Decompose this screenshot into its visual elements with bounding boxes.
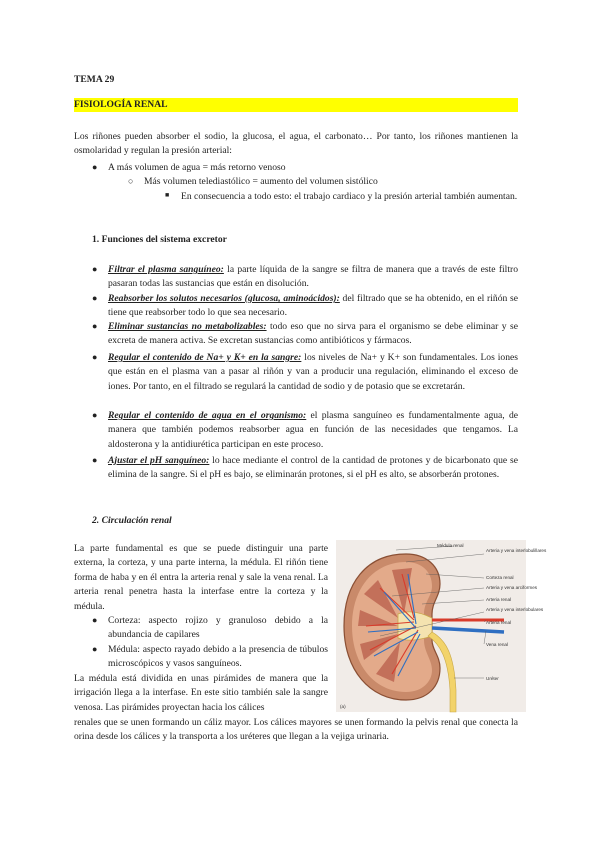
- intro-level3: En consecuencia a todo esto: el trabajo cardiaco y la presión arterial también aumentan.: [181, 191, 518, 202]
- bullet-dot: ●: [92, 264, 98, 274]
- figure-label: Vena renal: [486, 642, 508, 647]
- bullet-dot: ●: [92, 644, 98, 654]
- circulation-paragraph-1: La parte fundamental es que se puede distinguir una parte externa, la corteza, y una parte interna, la médula. El riñón tiene forma de haba y en él entra la arteria renal y sale la vena renal. La arteria renal penetra hasta la interfase entre la corteza y la médula.: [74, 543, 328, 612]
- section2-heading: 2. Circulación renal: [92, 515, 172, 526]
- circulation-paragraph-2: La médula está dividida en unas pirámides de manera que la irrigación llega a la interfase. En este sitio también sale la sangre venosa. Las pirámides proyectan hacia los cálices: [74, 673, 328, 713]
- bullet-dot: ●: [92, 162, 98, 172]
- function-item-5: [108, 409, 518, 452]
- intro-level1: A más volumen de agua = más retorno venoso: [108, 162, 286, 173]
- section1-heading: 1. Funciones del sistema excretor: [92, 234, 227, 245]
- figure-label: Arteria y vena interlobulares: [486, 607, 544, 612]
- function-term: Regular el contenido de agua en el organismo:: [108, 410, 307, 421]
- bullet-dot: ●: [92, 615, 98, 625]
- figure-label: Uréter: [486, 676, 499, 681]
- circulation-bullet-1: Corteza: aspecto rojizo y granuloso debido a la abundancia de capilares: [108, 615, 328, 641]
- function-term: Regular el contenido de Na+ y K+ en la sangre:: [108, 352, 302, 363]
- function-text: lo hace mediante el control de la cantidad de protones y de bicarbonato que se elimina de la sangre. Si el pH es bajo, se eliminarán protones, si el pH es alto, se absorberán protones.: [108, 455, 518, 481]
- bullet-circle: ○: [128, 176, 134, 186]
- bullet-dot: ●: [92, 293, 98, 303]
- function-text: la parte líquida de la sangre se filtra de manera que a través de este filtro pasaran todas las sustancias que están en disolución.: [108, 264, 518, 290]
- figure-label: Corteza renal: [486, 575, 514, 580]
- function-term: Ajustar el pH sanguíneo:: [108, 455, 210, 466]
- bullet-dot: ●: [92, 352, 98, 362]
- bullet-square: ■: [165, 191, 170, 199]
- intro-level2: Más volumen telediastólico = aumento del volumen sistólico: [144, 176, 378, 187]
- figure-label: Arteria renal: [486, 597, 512, 602]
- function-item-2: [108, 292, 518, 321]
- kidney-illustration: [336, 540, 547, 712]
- kidney-diagram: [336, 540, 547, 712]
- function-text: todo eso que no sirva para el organismo se debe eliminar y se excreta de manera activa. Se excretan sustancias como antibióticos y fármacos.: [108, 321, 518, 347]
- function-text: el plasma sanguíneo es fundamentalmente agua, de manera que también podemos reabsorber agua en función de las necesidades que tengamos. La aldosterona y la antidiurética participan en este proceso.: [108, 410, 519, 450]
- function-term: Reabsorber los solutos necesarios (glucosa, aminoácidos):: [108, 293, 340, 304]
- function-term: Eliminar sustancias no metabolizables:: [108, 321, 267, 332]
- function-item-3: [108, 320, 518, 349]
- tema-number: TEMA 29: [74, 74, 115, 85]
- function-item-6: [108, 454, 518, 483]
- page-title-text: FISIOLOGÍA RENAL: [74, 99, 168, 110]
- function-item-1: [108, 263, 518, 292]
- circulation-paragraph-2-cont: renales que se unen formando un cáliz mayor. Los cálices mayores se unen formando la pelvis renal que conecta la orina desde los cálices y la transporta a los uréteres que llegan a la vejiga urinaria.: [74, 717, 518, 743]
- figure-label: Arteria renal: [486, 620, 512, 625]
- function-text: del filtrado que se ha obtenido, en el riñón se tiene que reabsorber todo lo que sea necesario.: [108, 293, 518, 319]
- figure-label: Arteria y vena interlobulillares: [486, 548, 547, 553]
- figure-label: Arteria y vena arciformes: [486, 585, 538, 590]
- bullet-dot: ●: [92, 410, 98, 420]
- page-title: [74, 98, 518, 112]
- function-term: Filtrar el plasma sanguíneo:: [108, 264, 224, 275]
- bullet-dot: ●: [92, 455, 98, 465]
- function-text: los niveles de Na+ y K+ son fundamentales. Los iones que están en el plasma van a pasar al riñón y van a producir una regulación, eliminando el exceso de iones. Por tanto, en el filtrado se regulará la cantidad de sodio y de potasio que se excretarán.: [108, 352, 518, 392]
- bullet-dot: ●: [92, 321, 98, 331]
- function-item-4: [108, 351, 518, 394]
- intro-paragraph: Los riñones pueden absorber el sodio, la glucosa, el agua, el carbonato… Por tanto, los riñones mantienen la osmolaridad y regulan la presión arterial:: [74, 131, 518, 157]
- figure-label: Médula renal: [437, 543, 464, 548]
- figure-tag: (a): [340, 704, 346, 709]
- circulation-bullet-2: Médula: aspecto rayado debido a la presencia de túbulos microscópicos y vasos sanguíneos.: [108, 644, 328, 670]
